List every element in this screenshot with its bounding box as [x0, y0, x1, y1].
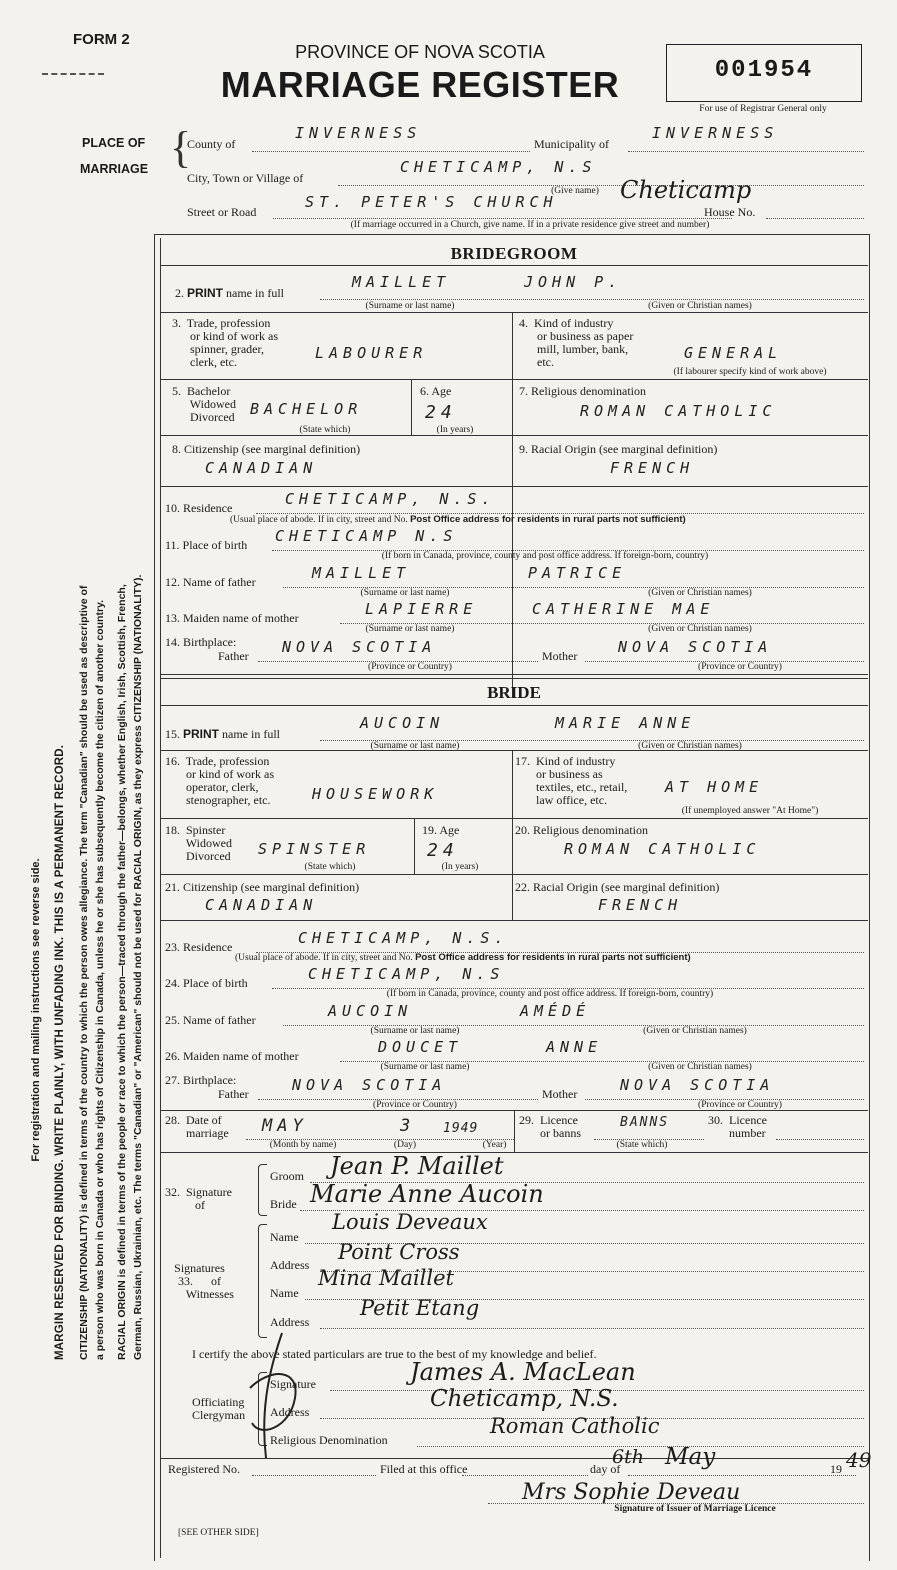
date-divider [514, 1110, 515, 1152]
form-number: FORM 2 [73, 31, 130, 48]
margin-line-2: MARGIN RESERVED FOR BINDING. WRITE PLAINLY, WITH UNFADING INK. THIS IS A PERMANENT RECORD. [54, 744, 66, 1360]
groom-mother-bp-sub: (Province or Country) [698, 662, 782, 672]
groom-racial: FRENCH [610, 459, 695, 477]
rule [160, 312, 868, 313]
bride-father-surname-sub: (Surname or last name) [370, 1026, 460, 1036]
groom-industry-label: 4. Kind of industry or business as paper mill, lumber, bank, etc. [519, 316, 634, 369]
groom-name-line [320, 299, 864, 300]
groom-father-given: PATRICE [528, 564, 627, 582]
bride-industry: AT HOME [665, 778, 764, 796]
bride-residence-sub [235, 953, 865, 963]
margin-line-3: CITIZENSHIP (NATIONALITY) is defined in terms of the country to which the person owes allegiance. The term "Canadian" should be used as descriptive of [78, 585, 90, 1360]
municipality-label: Municipality of [534, 137, 609, 151]
registered-no-line [252, 1475, 376, 1476]
witness1-name: Louis Deveaux [332, 1210, 488, 1234]
bride-father-given-sub: (Given or Christian names) [643, 1026, 747, 1036]
w2-address-line [320, 1328, 864, 1329]
clergy-address-label: Address [270, 1405, 310, 1419]
filed-day: 6th [612, 1446, 644, 1468]
clergy-religion-label: Religious Denomination [270, 1433, 388, 1447]
bride-mother-bp-sub: (Province or Country) [698, 1100, 782, 1110]
groom-father-bp: NOVA SCOTIA [282, 638, 437, 656]
groom-mother-surname: LAPIERRE [365, 600, 478, 618]
groom-age-label: 6. Age [420, 384, 452, 398]
registration-number-box [666, 44, 862, 102]
certify-text: I certify the above stated particulars are true to the best of my knowledge and belief. [192, 1347, 597, 1361]
witness-bracket [258, 1224, 267, 1338]
bride-birthplace-father-label: Father [218, 1087, 249, 1101]
month-sub: (Month by name) [269, 1140, 337, 1150]
bride-religion-label: 20. Religious denomination [515, 823, 648, 837]
bride-racial: FRENCH [598, 896, 683, 914]
bride-industry-label: 17. Kind of industry or business as textiles, etc., retail, law office, etc. [515, 754, 628, 807]
bride-name-rest: name in full [222, 727, 280, 741]
bride-status-label: 18. Spinster Widowed Divorced [165, 823, 232, 863]
groom-father-label: 12. Name of father [165, 575, 256, 589]
place-brace: { [170, 123, 192, 172]
groom-age-sub: (In years) [436, 425, 474, 435]
witness2-address: Petit Etang [360, 1296, 480, 1320]
groom-birthplace-father-label: Father [218, 649, 249, 663]
margin-line-5: RACIAL ORIGIN is defined in terms of the people or race to which the person—traced through the father—belongs, whether English, Irish, Scottish, French, [116, 584, 128, 1360]
bride-citizenship: CANADIAN [205, 896, 318, 914]
bride-father-label: 25. Name of father [165, 1013, 256, 1027]
groom-trade-label: 3. Trade, profession or kind of work as spinner, grader, clerk, etc. [172, 316, 278, 369]
city-sub: (Give name) [551, 186, 599, 196]
bride-section-title: BRIDE [487, 683, 541, 702]
year-sub: (Year) [482, 1140, 507, 1150]
groom-status: BACHELOR [250, 400, 363, 418]
rule [160, 818, 868, 819]
city-label: City, Town or Village of [187, 171, 304, 185]
mother-surname-sub: (Surname or last name) [365, 624, 455, 634]
age-divider [411, 379, 412, 435]
groom-name-label [175, 287, 284, 300]
column-divider [512, 750, 513, 920]
residence-sub-bold: Post Office address for residents in rural parts not sufficient) [410, 514, 686, 525]
w2-name-label: Name [270, 1286, 299, 1300]
rule [160, 920, 868, 921]
street-value: ST. PETER'S CHURCH [305, 193, 558, 211]
street-script: Cheticamp [620, 176, 752, 204]
rule [160, 1152, 868, 1153]
bride-birth-label: 24. Place of birth [165, 976, 248, 990]
groom-given-sub: (Given or Christian names) [648, 301, 752, 311]
signature-label: 32. Signature of [165, 1185, 232, 1212]
groom-birth-sub: (If born in Canada, province, county and post office address. If foreign-born, country) [381, 551, 709, 561]
bride-religion: ROMAN CATHOLIC [564, 840, 761, 858]
bride-father-bp-sub: (Province or Country) [373, 1100, 457, 1110]
groom-citizenship-label: 8. Citizenship (see marginal definition) [172, 442, 361, 456]
bride-signature: Marie Anne Aucoin [310, 1180, 544, 1208]
county-label: County of [187, 137, 236, 151]
groom-racial-label: 9. Racial Origin (see marginal definition) [519, 442, 718, 456]
groom-name-num: 2. [175, 286, 184, 300]
groom-industry: GENERAL [684, 344, 783, 362]
clergy-address: Cheticamp, N.S. [430, 1386, 619, 1412]
see-other-side: [SEE OTHER SIDE] [178, 1528, 259, 1538]
mother-given-sub: (Given or Christian names) [648, 624, 752, 634]
groom-name-rest: name in full [226, 286, 284, 300]
filed-month-line [628, 1475, 856, 1476]
house-label: House No. [704, 205, 756, 219]
registration-note: For use of Registrar General only [699, 104, 827, 114]
father-surname-sub: (Surname or last name) [360, 588, 450, 598]
margin-line-6: German, Russian, Ukrainian, etc. The terms "Canadian" or "American" should not be used for RACIAL ORIGIN, as they express CITIZENSHIP (NATIONALITY). [132, 574, 144, 1360]
day-sub: (Day) [393, 1140, 417, 1150]
bride-name-bold: PRINT [183, 727, 219, 741]
county-line [252, 151, 530, 152]
issuer-label: Signature of Issuer of Marriage Licence [614, 1504, 776, 1514]
marriage-month: MAY [262, 1116, 308, 1136]
margin-line-1: For registration and mailing instructions see reverse side. [30, 858, 42, 1162]
marriage-date-label: 28. Date of marriage [165, 1113, 229, 1140]
bride-birthplace-label: 27. Birthplace: [165, 1073, 237, 1087]
groom-surname: MAILLET [352, 273, 451, 291]
marriage-day: 3 [400, 1116, 416, 1136]
bride-father-surname: AUCOIN [328, 1002, 413, 1020]
bride-status: SPINSTER [258, 840, 371, 858]
filed-label: Filed at this office [380, 1462, 468, 1476]
margin-line-4: a person who was born in Canada or who has rights of Citizenship in Canada, unless he or she has subsequently become the citizen of another country. [94, 599, 106, 1360]
column-divider [512, 312, 513, 697]
rule [160, 674, 868, 675]
house-line [766, 218, 864, 219]
residence-sub-text: (Usual place of abode. If in city, street and No. [235, 953, 413, 963]
bride-age-label: 19. Age [422, 823, 460, 837]
residence-sub-text: (Usual place of abode. If in city, street and No. [230, 515, 408, 525]
page-title: MARRIAGE REGISTER [220, 64, 620, 105]
street-note: (If marriage occurred in a Church, give name. If in a private residence give street and number) [350, 220, 710, 230]
rule [160, 750, 868, 751]
licence-label: 29. Licence or banns [519, 1113, 581, 1140]
groom-religion-label: 7. Religious denomination [519, 384, 646, 398]
groom-section-title: BRIDEGROOM [450, 244, 578, 263]
clergy-signature: James A. MacLean [410, 1358, 636, 1386]
w1-address-label: Address [270, 1258, 310, 1272]
bride-surname: AUCOIN [360, 714, 445, 732]
bride-mother-given: ANNE [546, 1038, 603, 1056]
clergy-label: Officiating Clergyman [192, 1395, 246, 1422]
father-given-sub: (Given or Christian names) [648, 588, 752, 598]
bride-given: MARIE ANNE [555, 714, 696, 732]
groom-trade: LABOURER [315, 344, 428, 362]
bride-word: Bride [270, 1197, 297, 1211]
bride-citizenship-label: 21. Citizenship (see marginal definition) [165, 880, 360, 894]
groom-name-bold: PRINT [187, 286, 223, 300]
groom-industry-sub: (If labourer specify kind of work above) [673, 367, 827, 377]
bride-residence-label: 23. Residence [165, 940, 233, 954]
groom-birth: CHETICAMP N.S [275, 527, 458, 545]
licence-number-line [776, 1139, 864, 1140]
filed-month: May [665, 1444, 716, 1470]
groom-birthplace-label: 14. Birthplace: [165, 635, 237, 649]
bride-mother-bp: NOVA SCOTIA [620, 1076, 775, 1094]
bride-name-label [165, 728, 280, 741]
bride-mother-surname-sub: (Surname or last name) [380, 1062, 470, 1072]
margin-mark [42, 73, 104, 75]
marriage-year: 1949 [443, 1121, 479, 1136]
province-title: PROVINCE OF NOVA SCOTIA [295, 42, 545, 62]
groom-word: Groom [270, 1169, 304, 1183]
bride-birthplace-mother-label: Mother [542, 1087, 578, 1101]
groom-age: 24 [425, 402, 457, 423]
bride-birth: CHETICAMP, N.S [308, 965, 505, 983]
groom-status-label: 5. Bachelor Widowed Divorced [172, 384, 236, 424]
rule [160, 486, 868, 487]
place-label-a: PLACE OF [82, 136, 146, 150]
groom-given: JOHN P. [524, 273, 623, 291]
clergy-flourish-icon [240, 1328, 310, 1468]
groom-mother-bp: NOVA SCOTIA [618, 638, 773, 656]
rule [160, 678, 868, 679]
bride-racial-label: 22. Racial Origin (see marginal definition) [515, 880, 720, 894]
day-of-label: day of [590, 1462, 621, 1476]
filed-day-line [462, 1475, 588, 1476]
municipality-value: INVERNESS [652, 124, 779, 142]
groom-signature: Jean P. Maillet [330, 1152, 504, 1180]
bride-mother-surname: DOUCET [378, 1038, 463, 1056]
residence-sub-bold: Post Office address for residents in rural parts not sufficient) [415, 952, 691, 963]
rule [160, 379, 868, 380]
sig-bracket [258, 1164, 267, 1216]
groom-status-sub: (State which) [299, 425, 351, 435]
bride-age: 24 [427, 840, 459, 861]
clergy-signature-label: Signature [270, 1377, 316, 1391]
bride-age-sub: (In years) [441, 862, 479, 872]
w2-address-label: Address [270, 1315, 310, 1329]
rule [160, 265, 868, 266]
w1-name-label: Name [270, 1230, 299, 1244]
city-value: CHETICAMP, N.S [400, 158, 597, 176]
bride-birth-sub: (If born in Canada, province, county and post office address. If foreign-born, country) [386, 989, 714, 999]
groom-surname-sub: (Surname or last name) [365, 301, 455, 311]
bride-trade-label: 16. Trade, profession or kind of work as operator, clerk, stenographer, etc. [165, 754, 274, 807]
issuer-signature: Mrs Sophie Deveau [522, 1480, 741, 1505]
witness1-address: Point Cross [338, 1240, 460, 1264]
witness2-name: Mina Maillet [318, 1266, 454, 1290]
registered-no-label: Registered No. [168, 1462, 240, 1476]
place-label-b: MARRIAGE [80, 162, 149, 176]
bride-mother-label: 26. Maiden name of mother [165, 1049, 299, 1063]
groom-mother-given: CATHERINE MAE [532, 600, 715, 618]
groom-mother-label: 13. Maiden name of mother [165, 611, 299, 625]
licence-sub: (State which) [616, 1140, 668, 1150]
bride-given-sub: (Given or Christian names) [638, 741, 742, 751]
registration-number: 001954 [714, 57, 814, 84]
rule [160, 705, 868, 706]
groom-birthplace-mother-label: Mother [542, 649, 578, 663]
year-prefix: 19 [830, 1462, 842, 1476]
county-value: INVERNESS [295, 124, 422, 142]
bride-industry-sub: (If unemployed answer "At Home") [681, 806, 819, 816]
clergy-religion: Roman Catholic [490, 1414, 660, 1438]
groom-residence: CHETICAMP, N.S. [285, 490, 496, 508]
groom-religion: ROMAN CATHOLIC [580, 402, 777, 420]
bride-mother-given-sub: (Given or Christian names) [648, 1062, 752, 1072]
bride-father-bp: NOVA SCOTIA [292, 1076, 447, 1094]
bride-status-sub: (State which) [304, 862, 356, 872]
street-label: Street or Road [187, 205, 257, 219]
municipality-line [628, 151, 864, 152]
groom-father-bp-sub: (Province or Country) [368, 662, 452, 672]
licence-number-label: 30. Licence number [708, 1113, 767, 1140]
rule [160, 1458, 868, 1459]
age-divider [414, 818, 415, 874]
groom-father-surname: MAILLET [312, 564, 411, 582]
rule [160, 435, 868, 436]
groom-residence-label: 10. Residence [165, 501, 233, 515]
groom-residence-sub [230, 515, 860, 525]
groom-citizenship: CANADIAN [205, 459, 318, 477]
bride-name-num: 15. [165, 727, 180, 741]
street-line [273, 218, 732, 219]
licence-value: BANNS [620, 1115, 670, 1130]
bride-father-given: AMÉDÉ [520, 1002, 591, 1020]
bride-residence: CHETICAMP, N.S. [298, 929, 509, 947]
rule [160, 874, 868, 875]
bride-trade: HOUSEWORK [312, 785, 439, 803]
filed-year: 49 [846, 1448, 872, 1472]
groom-birth-label: 11. Place of birth [165, 538, 248, 552]
bride-surname-sub: (Surname or last name) [370, 741, 460, 751]
inner-frame-line [160, 238, 161, 1558]
witness-label: Signatures 33. of Witnesses [174, 1261, 234, 1301]
